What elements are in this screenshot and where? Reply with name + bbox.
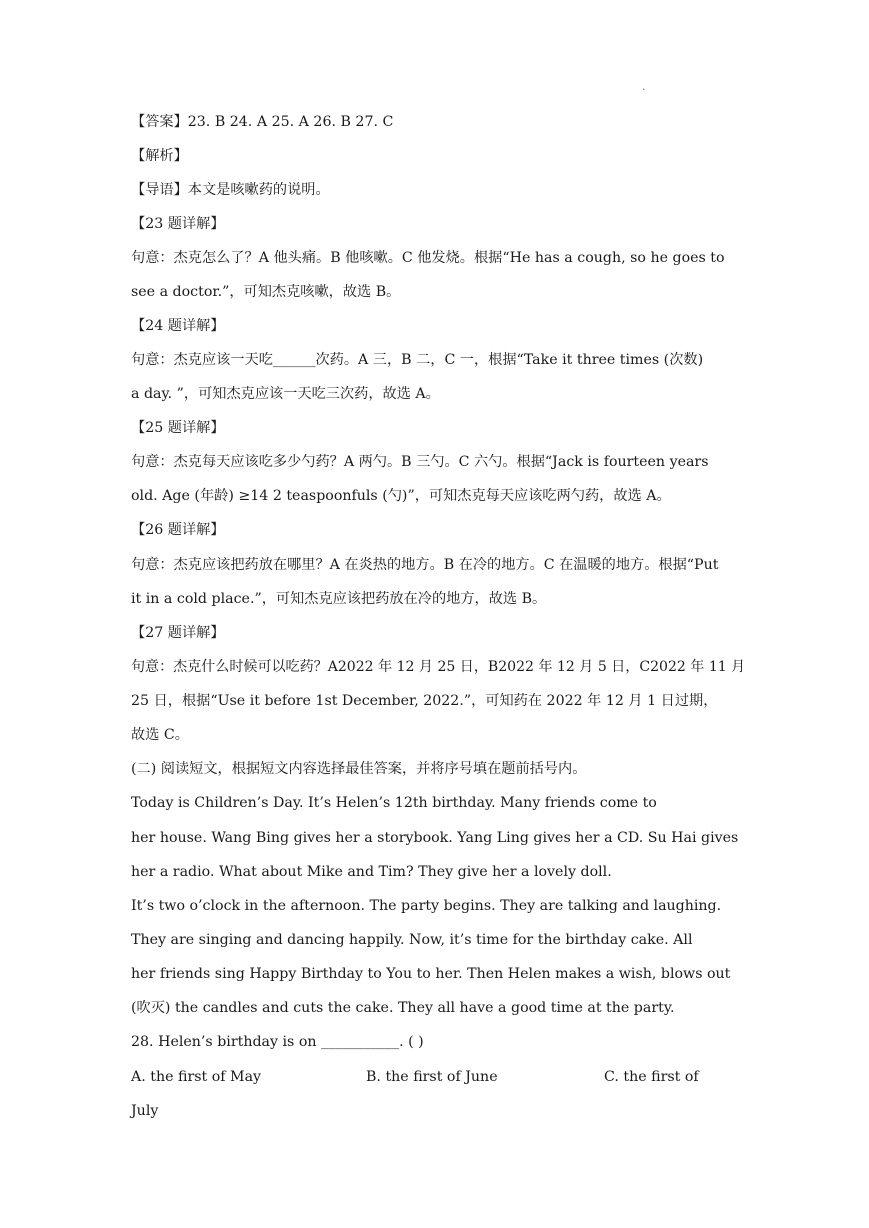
q27-heading: 【27 题详解】 — [131, 625, 225, 641]
q25-text-1: 句意：杰克每天应该吃多少勺药？A 两勺。B 三勺。C 六勺。根据“Jack is fourteen years — [131, 454, 709, 470]
option-a: A. the first of May — [131, 1069, 262, 1085]
q25-heading: 【25 题详解】 — [131, 420, 225, 436]
passage-line-1: Today is Children’s Day. It’s Helen’s 12th birthday. Many friends come to — [131, 795, 657, 811]
q24-text-1: 句意：杰克应该一天吃______次药。A 三，B 二，C 一，根据“Take it three times (次数) — [131, 352, 704, 368]
passage-line-6: her friends sing Happy Birthday to You to her. Then Helen makes a wish, blows out — [131, 966, 731, 982]
passage-line-5: They are singing and dancing happily. Now, it’s time for the birthday cake. All — [131, 932, 693, 948]
q23-text-1: 句意：杰克怎么了？A 他头痛。B 他咳嗽。C 他发烧。根据“He has a cough, so he goes to — [131, 250, 725, 266]
q23-heading: 【23 题详解】 — [131, 216, 225, 232]
passage-line-7: (吹灭) the candles and cuts the cake. They all have a good time at the party. — [131, 1000, 675, 1016]
option-c-continued: July — [131, 1103, 159, 1119]
q27-text-3: 故选 C。 — [131, 727, 189, 743]
passage-line-4: It’s two o’clock in the afternoon. The party begins. They are talking and laughing. — [131, 898, 722, 914]
question-28: 28. Helen’s birthday is on ___________. ( ) — [131, 1034, 424, 1050]
analysis-heading: 【解析】 — [131, 148, 188, 164]
q26-heading: 【26 题详解】 — [131, 522, 225, 538]
q26-text-2: it in a cold place.”，可知杰克应该把药放在冷的地方，故选 B。 — [131, 591, 547, 607]
q27-text-2: 25 日，根据“Use it before 1st December, 2022.”，可知药在 2022 年 12 月 1 日过期， — [131, 693, 718, 709]
q24-heading: 【24 题详解】 — [131, 318, 225, 334]
header-dot: . — [642, 82, 646, 93]
option-b: B. the first of June — [366, 1069, 498, 1085]
passage-line-2: her house. Wang Bing gives her a storybook. Yang Ling gives her a CD. Su Hai gives — [131, 830, 739, 846]
q24-text-2: a day. ”，可知杰克应该一天吃三次药，故选 A。 — [131, 386, 440, 402]
section-2-heading: (二) 阅读短文，根据短文内容选择最佳答案，并将序号填在题前括号内。 — [131, 761, 587, 777]
q27-text-1: 句意：杰克什么时候可以吃药？A2022 年 12 月 25 日，B2022 年 12 月 5 日，C2022 年 11 月 — [131, 659, 746, 675]
q25-text-2: old. Age (年龄) ≥14 2 teaspoonfuls (勺)”，可知杰克每天应该吃两勺药，故选 A。 — [131, 488, 671, 504]
intro-line: 【导语】本文是咳嗽药的说明。 — [131, 182, 330, 198]
passage-line-3: her a radio. What about Mike and Tim? They give her a lovely doll. — [131, 864, 612, 880]
q26-text-1: 句意：杰克应该把药放在哪里？A 在炎热的地方。B 在冷的地方。C 在温暖的地方。根据“Put — [131, 557, 719, 573]
answer-line: 【答案】23. B 24. A 25. A 26. B 27. C — [131, 114, 394, 130]
q23-text-2: see a doctor.”，可知杰克咳嗽，故选 B。 — [131, 284, 401, 300]
option-c: C. the first of — [604, 1069, 699, 1085]
